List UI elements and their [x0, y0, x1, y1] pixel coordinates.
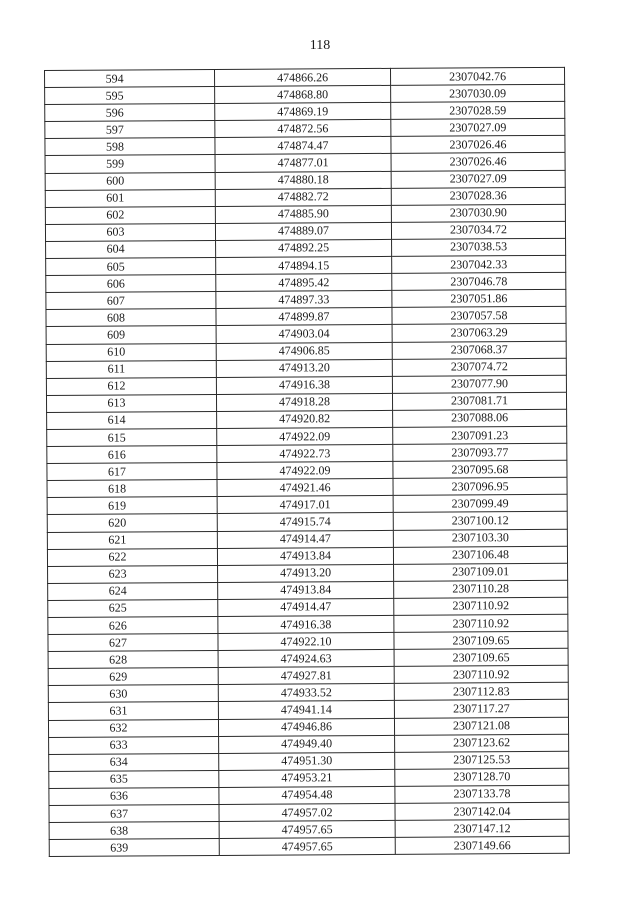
- y-coordinate-cell: 2307074.72: [392, 358, 566, 376]
- point-number-cell: 627: [48, 634, 218, 652]
- point-number-cell: 634: [49, 753, 219, 771]
- x-coordinate-cell: 474920.82: [217, 410, 393, 428]
- point-number-cell: 616: [47, 446, 217, 464]
- point-number-cell: 610: [46, 343, 216, 361]
- x-coordinate-cell: 474872.56: [215, 120, 391, 138]
- x-coordinate-cell: 474922.73: [217, 444, 393, 462]
- y-coordinate-cell: 2307093.77: [393, 443, 567, 461]
- point-number-cell: 635: [49, 770, 219, 788]
- x-coordinate-cell: 474914.47: [218, 598, 394, 616]
- y-coordinate-cell: 2307123.62: [395, 734, 569, 752]
- x-coordinate-cell: 474916.38: [218, 615, 394, 633]
- y-coordinate-cell: 2307110.92: [394, 597, 568, 615]
- point-number-cell: 638: [49, 822, 219, 840]
- y-coordinate-cell: 2307110.92: [394, 614, 568, 632]
- page-number: 118: [309, 38, 331, 53]
- point-number-cell: 606: [46, 275, 216, 293]
- x-coordinate-cell: 474894.15: [216, 256, 392, 274]
- x-coordinate-cell: 474953.21: [219, 769, 395, 787]
- y-coordinate-cell: 2307030.90: [391, 204, 565, 222]
- x-coordinate-cell: 474951.30: [219, 752, 395, 770]
- y-coordinate-cell: 2307038.53: [392, 238, 566, 256]
- y-coordinate-cell: 2307128.70: [395, 768, 569, 786]
- y-coordinate-cell: 2307096.95: [393, 478, 567, 496]
- point-number-cell: 600: [45, 172, 215, 190]
- x-coordinate-cell: 474899.87: [216, 308, 392, 326]
- x-coordinate-cell: 474915.74: [217, 513, 393, 531]
- point-number-cell: 628: [48, 651, 218, 669]
- point-number-cell: 597: [45, 121, 215, 139]
- point-number-cell: 605: [46, 257, 216, 275]
- point-number-cell: 619: [47, 497, 217, 515]
- y-coordinate-cell: 2307068.37: [392, 341, 566, 359]
- point-number-cell: 596: [45, 104, 215, 122]
- x-coordinate-cell: 474906.85: [216, 342, 392, 360]
- y-coordinate-cell: 2307110.92: [394, 666, 568, 684]
- y-coordinate-cell: 2307103.30: [393, 529, 567, 547]
- y-coordinate-cell: 2307026.46: [391, 136, 565, 154]
- x-coordinate-cell: 474897.33: [216, 291, 392, 309]
- x-coordinate-cell: 474933.52: [218, 684, 394, 702]
- y-coordinate-cell: 2307121.08: [394, 717, 568, 735]
- point-number-cell: 599: [45, 155, 215, 173]
- coordinates-table: [44, 67, 570, 857]
- y-coordinate-cell: 2307042.76: [390, 67, 564, 85]
- point-number-cell: 633: [49, 736, 219, 754]
- x-coordinate-cell: 474957.02: [219, 803, 395, 821]
- y-coordinate-cell: 2307028.59: [391, 102, 565, 120]
- y-coordinate-cell: 2307133.78: [395, 785, 569, 803]
- y-coordinate-cell: 2307106.48: [393, 546, 567, 564]
- x-coordinate-cell: 474922.09: [217, 462, 393, 480]
- x-coordinate-cell: 474874.47: [215, 137, 391, 155]
- point-number-cell: 629: [48, 668, 218, 686]
- point-number-cell: 611: [46, 360, 216, 378]
- point-number-cell: 607: [46, 292, 216, 310]
- y-coordinate-cell: 2307109.65: [394, 648, 568, 666]
- x-coordinate-cell: 474941.14: [218, 701, 394, 719]
- y-coordinate-cell: 2307125.53: [395, 751, 569, 769]
- point-number-cell: 639: [49, 839, 219, 857]
- x-coordinate-cell: 474913.20: [216, 359, 392, 377]
- y-coordinate-cell: 2307142.04: [395, 802, 569, 820]
- point-number-cell: 598: [45, 138, 215, 156]
- y-coordinate-cell: 2307112.83: [394, 683, 568, 701]
- x-coordinate-cell: 474868.80: [215, 85, 391, 103]
- y-coordinate-cell: 2307042.33: [392, 255, 566, 273]
- x-coordinate-cell: 474922.09: [217, 427, 393, 445]
- x-coordinate-cell: 474913.84: [217, 547, 393, 565]
- point-number-cell: 637: [49, 804, 219, 822]
- point-number-cell: 636: [49, 787, 219, 805]
- x-coordinate-cell: 474913.20: [218, 564, 394, 582]
- point-number-cell: 620: [47, 514, 217, 532]
- y-coordinate-cell: 2307110.28: [394, 580, 568, 598]
- x-coordinate-cell: 474869.19: [215, 103, 391, 121]
- point-number-cell: 603: [45, 223, 215, 241]
- y-coordinate-cell: 2307027.09: [391, 119, 565, 137]
- point-number-cell: 618: [47, 480, 217, 498]
- x-coordinate-cell: 474866.26: [214, 68, 390, 86]
- y-coordinate-cell: 2307117.27: [394, 700, 568, 718]
- x-coordinate-cell: 474949.40: [219, 735, 395, 753]
- point-number-cell: 615: [47, 428, 217, 446]
- point-number-cell: 625: [48, 599, 218, 617]
- point-number-cell: 594: [45, 69, 215, 87]
- x-coordinate-cell: 474892.25: [216, 239, 392, 257]
- y-coordinate-cell: 2307149.66: [395, 837, 569, 855]
- y-coordinate-cell: 2307095.68: [393, 460, 567, 478]
- y-coordinate-cell: 2307099.49: [393, 495, 567, 513]
- x-coordinate-cell: 474880.18: [215, 171, 391, 189]
- point-number-cell: 602: [45, 206, 215, 224]
- point-number-cell: 624: [48, 582, 218, 600]
- point-number-cell: 626: [48, 616, 218, 634]
- x-coordinate-cell: 474957.65: [219, 820, 395, 838]
- x-coordinate-cell: 474877.01: [215, 154, 391, 172]
- point-number-cell: 631: [48, 702, 218, 720]
- point-number-cell: 622: [47, 548, 217, 566]
- y-coordinate-cell: 2307057.58: [392, 307, 566, 325]
- point-number-cell: 623: [48, 565, 218, 583]
- y-coordinate-cell: 2307109.65: [394, 631, 568, 649]
- x-coordinate-cell: 474885.90: [215, 205, 391, 223]
- point-number-cell: 621: [47, 531, 217, 549]
- y-coordinate-cell: 2307027.09: [391, 170, 565, 188]
- point-number-cell: 601: [45, 189, 215, 207]
- y-coordinate-cell: 2307109.01: [394, 563, 568, 581]
- x-coordinate-cell: 474946.86: [218, 718, 394, 736]
- x-coordinate-cell: 474927.81: [218, 667, 394, 685]
- x-coordinate-cell: 474914.47: [217, 530, 393, 548]
- point-number-cell: 613: [46, 394, 216, 412]
- point-number-cell: 630: [48, 685, 218, 703]
- point-number-cell: 595: [45, 87, 215, 105]
- point-number-cell: 612: [46, 377, 216, 395]
- x-coordinate-cell: 474954.48: [219, 786, 395, 804]
- y-coordinate-cell: 2307091.23: [393, 426, 567, 444]
- y-coordinate-cell: 2307088.06: [393, 409, 567, 427]
- y-coordinate-cell: 2307077.90: [392, 375, 566, 393]
- x-coordinate-cell: 474882.72: [215, 188, 391, 206]
- y-coordinate-cell: 2307081.71: [392, 392, 566, 410]
- y-coordinate-cell: 2307028.36: [391, 187, 565, 205]
- x-coordinate-cell: 474889.07: [215, 222, 391, 240]
- x-coordinate-cell: 474921.46: [217, 479, 393, 497]
- y-coordinate-cell: 2307147.12: [395, 819, 569, 837]
- x-coordinate-cell: 474917.01: [217, 496, 393, 514]
- point-number-cell: 632: [48, 719, 218, 737]
- y-coordinate-cell: 2307046.78: [392, 272, 566, 290]
- point-number-cell: 617: [47, 463, 217, 481]
- y-coordinate-cell: 2307030.09: [391, 84, 565, 102]
- y-coordinate-cell: 2307026.46: [391, 153, 565, 171]
- table-row: [49, 837, 569, 857]
- y-coordinate-cell: 2307051.86: [392, 290, 566, 308]
- coordinates-table-body: [45, 67, 570, 856]
- x-coordinate-cell: 474903.04: [216, 325, 392, 343]
- x-coordinate-cell: 474922.10: [218, 632, 394, 650]
- x-coordinate-cell: 474916.38: [216, 376, 392, 394]
- point-number-cell: 609: [46, 326, 216, 344]
- y-coordinate-cell: 2307100.12: [393, 512, 567, 530]
- x-coordinate-cell: 474924.63: [218, 650, 394, 668]
- point-number-cell: 614: [47, 411, 217, 429]
- point-number-cell: 608: [46, 309, 216, 327]
- y-coordinate-cell: 2307034.72: [391, 221, 565, 239]
- x-coordinate-cell: 474918.28: [216, 393, 392, 411]
- x-coordinate-cell: 474895.42: [216, 274, 392, 292]
- point-number-cell: 604: [46, 240, 216, 258]
- x-coordinate-cell: 474957.65: [219, 838, 395, 856]
- y-coordinate-cell: 2307063.29: [392, 324, 566, 342]
- x-coordinate-cell: 474913.84: [218, 581, 394, 599]
